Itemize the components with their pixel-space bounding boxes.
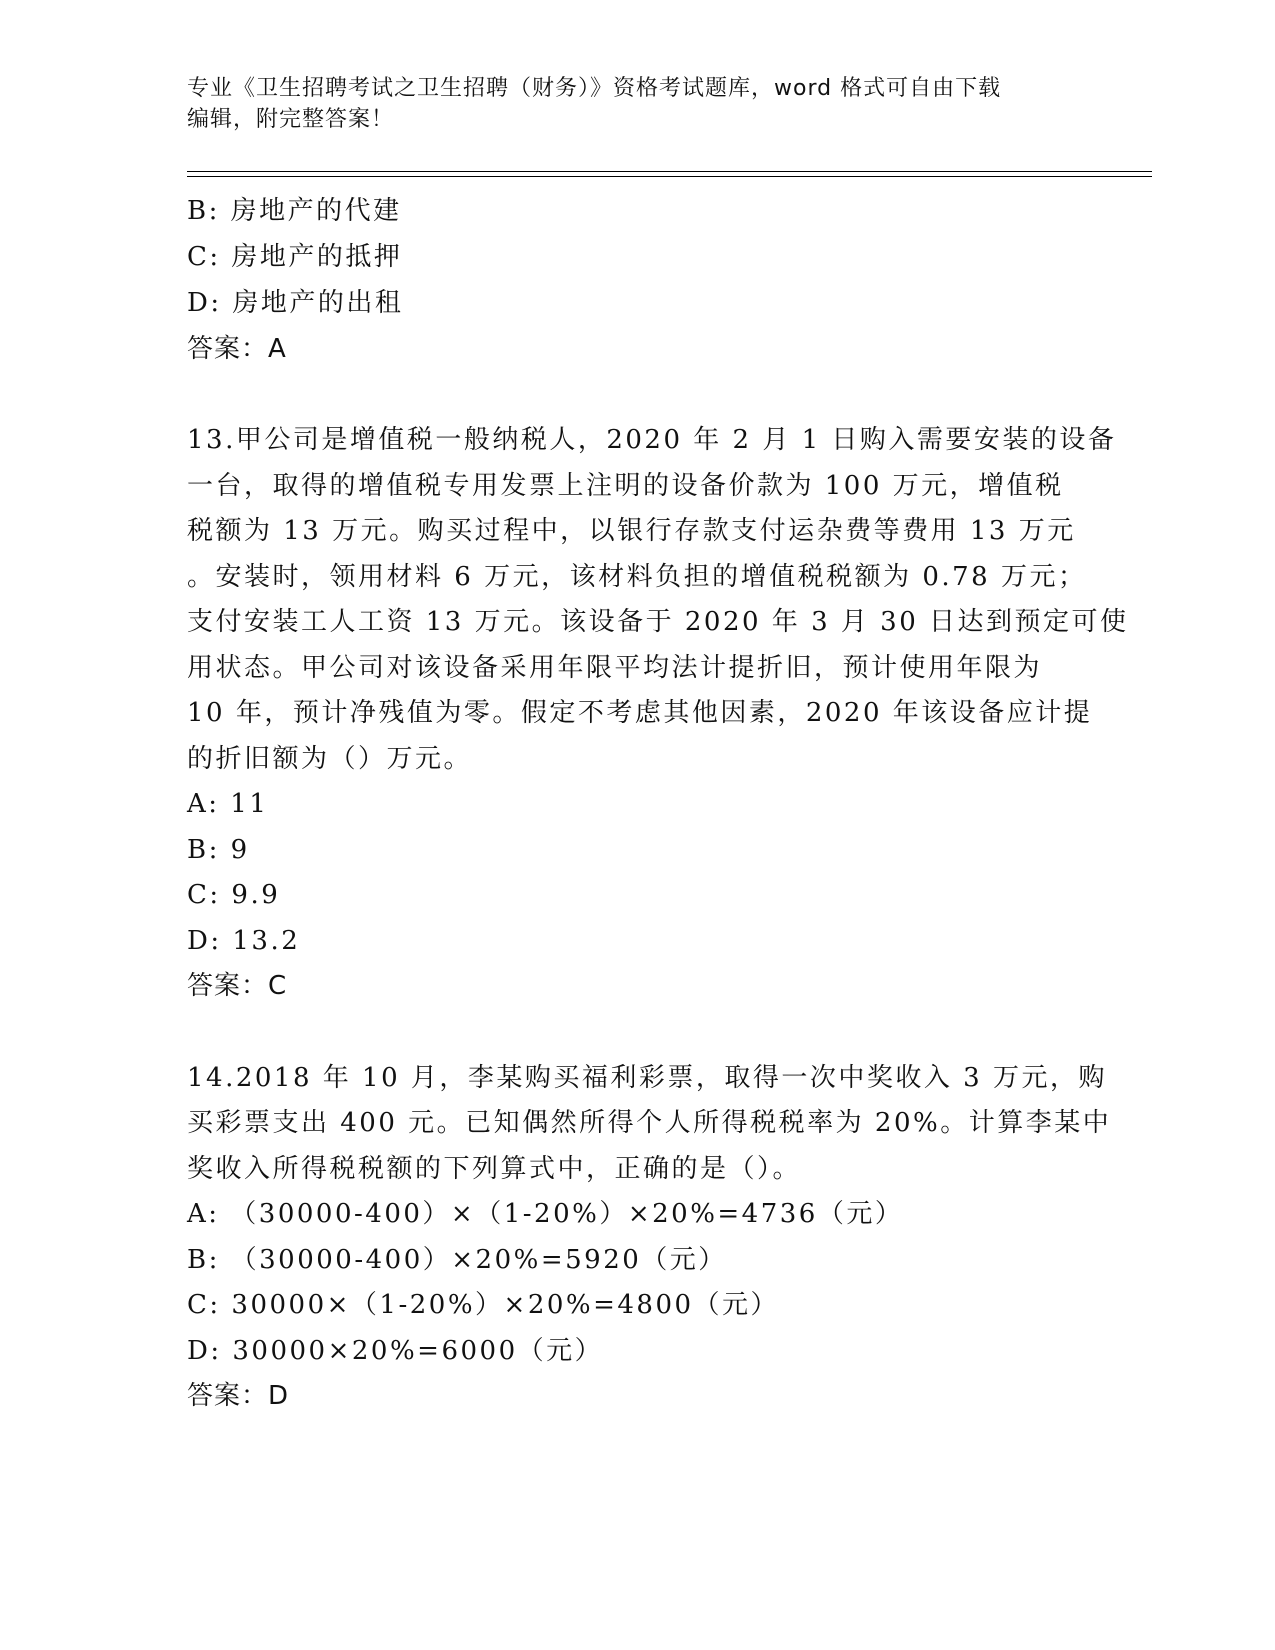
question-text-line: 买彩票支出 400 元。已知偶然所得个人所得税税率为 20%。计算李某中 [187,1108,1112,1138]
question-text-line: 。安装时，领用材料 6 万元，该材料负担的增值税税额为 0.78 万元； [187,561,1087,592]
question-text-line: 的折旧额为（）万元。 [187,743,473,774]
question-text-line: 税额为 13 万元。购买过程中，以银行存款支付运杂费等费用 13 万元 [187,516,1076,546]
prev-question-block [187,188,1087,372]
spacer [187,1010,1087,1056]
question-14 [187,1056,1112,1420]
question-text-line: 一台，取得的增值税专用发票上注明的设备价款为 100 万元，增值税 [187,470,1064,501]
option-a: A: 11 [187,789,269,819]
option-c: C: 9.9 [187,880,281,910]
option-b: B: （30000-400）×20%=5920（元） [187,1244,727,1275]
option-c: C: 房地产的抵押 [187,242,403,272]
answer-label: 答案：C [187,971,288,1001]
option-c: C: 30000×（1-20%）×20%=4800（元） [187,1290,780,1320]
question-text-line: 13.甲公司是增值税一般纳税人，2020 年 2 月 1 日购入需要安装的设备 [187,425,1117,455]
question-text-line: 14.2018 年 10 月，李某购买福利彩票，取得一次中奖收入 3 万元，购 [187,1062,1107,1093]
header-divider-top [187,171,1152,172]
question-text-line: 10 年，预计净残值为零。假定不考虑其他因素，2020 年该设备应计提 [187,698,1093,728]
question-text-line: 支付安装工人工资 13 万元。该设备于 2020 年 3 月 30 日达到预定可使 [187,607,1129,637]
answer-label: 答案：A [187,334,287,364]
answer-label: 答案：D [187,1381,290,1411]
header-line-1: 专业《卫生招聘考试之卫生招聘（财务）》资格考试题库，word 格式可自由下载 [187,76,1002,101]
spacer [187,372,1087,418]
question-text-line: 奖收入所得税税额的下列算式中，正确的是（）。 [187,1153,802,1184]
header-line-2: 编辑，附完整答案！ [187,107,395,132]
option-b: B: 房地产的代建 [187,196,402,226]
header-divider-bottom [187,176,1152,177]
option-b: B: 9 [187,834,250,865]
option-d: D: 房地产的出租 [187,288,404,318]
question-13 [187,418,1129,1010]
question-text-line: 用状态。甲公司对该设备采用年限平均法计提折旧，预计使用年限为 [187,652,1043,683]
question-content [187,188,1129,1420]
option-d: D: 13.2 [187,925,301,956]
option-d: D: 30000×20%=6000（元） [187,1335,604,1366]
option-a: A: （30000-400）×（1-20%）×20%=4736（元） [187,1199,904,1229]
document-header [187,73,1087,135]
